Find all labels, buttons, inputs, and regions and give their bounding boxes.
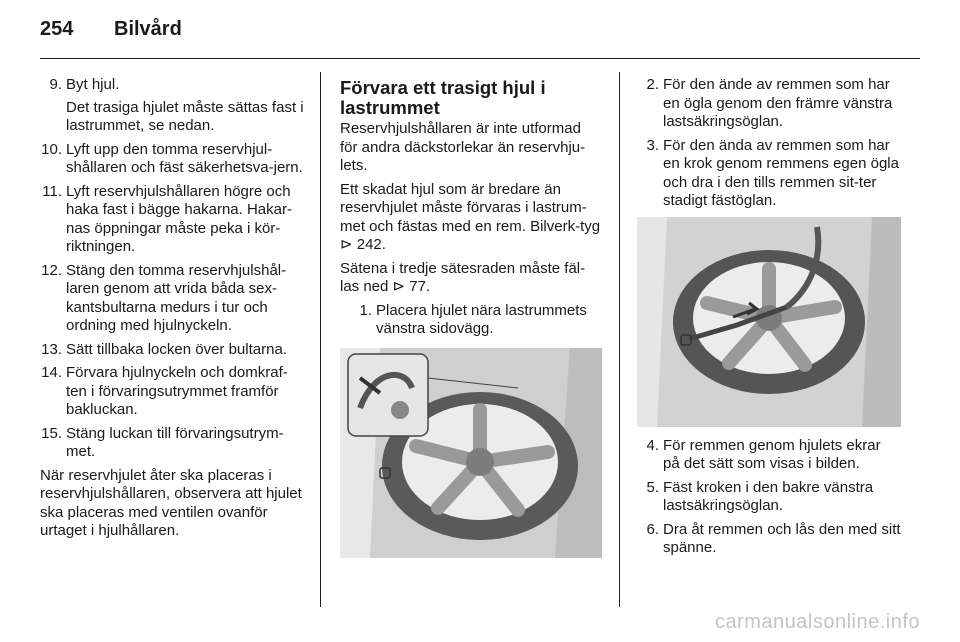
- list-text: Sätt tillbaka locken över bultarna.: [66, 340, 287, 358]
- figure-strap-attachment: [637, 217, 901, 427]
- closing-paragraph: När reservhjulet åter ska placeras i reservhjulshållaren, observera att hjulet ska placeras med ventilen ovanför urtaget i hjulhållaren.: [40, 466, 302, 539]
- list-item-2: [637, 76, 901, 132]
- list-item-6: [637, 521, 901, 558]
- list-number: 12.: [41, 261, 62, 279]
- column-divider-left: [320, 72, 321, 607]
- list-item-13: [40, 341, 308, 360]
- list-item-5: [637, 479, 901, 516]
- watermark: carmanualsonline.info: [714, 611, 920, 633]
- list-number: 2.: [646, 76, 659, 93]
- figure-wheel-placement: [340, 348, 602, 558]
- list-number: 9.: [49, 76, 62, 93]
- section-title: Bilvård: [114, 18, 182, 40]
- bottom-steps: [637, 437, 901, 558]
- list-item-12: [40, 262, 308, 336]
- list-item-10: [40, 141, 308, 178]
- paragraph: Sätena i tredje sätesraden måste fäl-las ned ⊳ 77.: [340, 259, 586, 295]
- list-item-1: [350, 302, 602, 339]
- list-text: Dra åt remmen och lås den med sitt spänne.: [663, 520, 901, 556]
- list-item-9: [40, 76, 308, 136]
- list-text: Lyft upp den tomma reservhjul-shållaren och fäst säkerhetsva-jern.: [66, 140, 303, 176]
- list-subtext: Det trasiga hjulet måste sättas fast i lastrummet, se nedan.: [66, 98, 304, 134]
- list-text: Byt hjul.: [66, 76, 120, 93]
- page-number: 254: [40, 18, 74, 40]
- list-text: Placera hjulet nära lastrummets vänstra sidovägg.: [376, 301, 587, 337]
- list-number: 13.: [41, 340, 62, 358]
- list-text: För den ände av remmen som har en ögla genom den främre vänstra lastsäkringsöglan.: [663, 76, 893, 130]
- list-item-3: [637, 137, 901, 211]
- list-number: 10.: [41, 140, 62, 158]
- list-number: 5.: [646, 478, 659, 496]
- list-text: Förvara hjulnyckeln och domkraf-ten i förvaringsutrymmet framför bakluckan.: [66, 364, 288, 418]
- left-column: [40, 76, 308, 546]
- middle-column: [340, 78, 602, 558]
- column-divider-right: [619, 72, 620, 607]
- list-item-11: [40, 183, 308, 257]
- list-number: 14.: [41, 364, 62, 381]
- strap-attachment-illustration: [637, 217, 901, 427]
- list-text: För remmen genom hjulets ekrar på det sätt som visas i bilden.: [663, 436, 881, 472]
- list-text: Lyft reservhjulshållaren högre och haka fast i bägge hakarna. Hakar-nas öppningar måste peka i kör-riktningen.: [66, 182, 292, 255]
- paragraph: Ett skadat hjul som är bredare än reservhjulet måste förvaras i lastrum-met och fästas med en rem. Bilverk-tyg ⊳ 242.: [340, 180, 601, 253]
- list-text: Fäst kroken i den bakre vänstra lastsäkringsöglan.: [663, 478, 874, 514]
- header-rule: [40, 58, 920, 59]
- list-text: Stäng den tomma reservhjulshål-laren genom att vrida båda sex-kantsbultarna medurs i tur och ordning med hjulnyckeln.: [66, 261, 287, 334]
- right-column: [637, 76, 901, 563]
- page-header: [40, 18, 182, 41]
- list-text: Stäng luckan till förvaringsutrym-met.: [66, 424, 284, 460]
- list-number: 6.: [646, 520, 659, 538]
- list-item-15: [40, 425, 308, 462]
- list-number: 11.: [42, 182, 62, 200]
- list-item-14: [40, 364, 308, 420]
- paragraph: Reservhjulshållaren är inte utformad för andra däckstorlekar än reservhju-lets.: [340, 120, 586, 174]
- list-number: 1.: [359, 301, 372, 319]
- list-number: 4.: [646, 436, 659, 454]
- list-item-4: [637, 437, 901, 474]
- list-number: 15.: [41, 424, 62, 442]
- list-text: För den ända av remmen som har en krok genom remmens egen ögla och dra i den tills remmen sit-ter stadigt fästöglan.: [663, 136, 899, 209]
- section-heading: Förvara ett trasigt hjul i lastrummet: [340, 77, 546, 118]
- list-number: 3.: [646, 136, 659, 154]
- wheel-placement-illustration: [340, 348, 602, 558]
